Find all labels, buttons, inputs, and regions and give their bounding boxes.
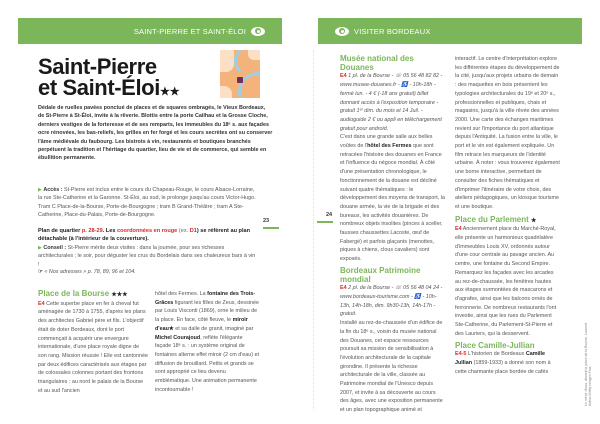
chapter-header-right (318, 18, 582, 44)
tip-info: ▶ Conseil : St-Pierre mérite deux visites : dans la journée, pour ses richesses architecturales ; le soir, pour déguster les crus du Bordelais dans ses chaleureux bars à vin ! (38, 245, 256, 268)
map-ref: E4 (340, 73, 347, 80)
right-page (300, 0, 600, 424)
section-title-bourse: Place de la Bourse ★★★ (38, 289, 128, 298)
section-title-patrimoine: Bordeaux Patrimoine mondial (340, 265, 421, 284)
map-ref: E4-5 (455, 351, 467, 358)
section-title-parlement: Place du Parlement ★ (455, 214, 537, 224)
section-title-douanes: Musée national des Douanes (340, 54, 414, 72)
left-page (0, 0, 290, 424)
photo-caption: Le miroir d'eau, devant la place de la Bourse. Laurent Astruc/Getty Images Plus (584, 323, 592, 406)
right-column-2: interactif. Le centre d'interprétation explore les différentes étapes du développement de la cité, jusqu'aux projets urbains de demain : des maquettes en bois présentent les typologies architecturales du 19ᵉ et 20ᵉ s., professionnelles et publiques, chais et magasins, jusqu'à la ville rêvée des années 2000. Une carte des échanges maritimes revient sur l'importance du port atlantique depuis l'Antiquité. La fusion entre la ville, le port et le vin est également expliquée. Un film retrace les marqueurs de l'identité urbaine. À noter : vous trouverez également une borne interactive, permettant de consulter des fiches thématiques et d'imprimer l'itinéraire de votre choix, des ateliers pédagogiques, un kiosque tourisme et une boutique. Place du Parlement ★ E4 Anciennement place du Marché-Royal, elle présente un harmonieux quadrilatère d'immeubles Louis XV, ordonnés autour d'une cour centrale au pavage ancien. Au centre, une fontaine du Second Empire. Remarquez les façades avec les arcades au rez-de-chaussée, les fenêtres hautes aux étages surmontées de mascarons et d'agrafes, ainsi que les balcons ornés de ferronnerie. De nombreux restaurants l'ont investie, ainsi que les rues du Parlement Ste-Catherine, du Parlement-St-Pierre et des Lauriers, qui la desservent. Place Camille-Jullian E4-5 L'historien de Bordeaux Camille Jullian (1859-1933) a donné son nom à cette charmante place bordée de cafés (455, 56, 560, 375)
chapter-header-left (18, 18, 282, 44)
page-gutter (290, 0, 300, 424)
bourse-col-1: Place de la Bourse ★★★ E4 Cette superbe place en fer à cheval fut aménagée de 1730 à 1755, d'après les plans des architectes Gabriel père et fils. L'objectif était de doter Bordeaux, dont le port commençait à acquérir une envergure internationale, d'une place royale digne de son rang. Mission réussie ! Elle est cantonnée par deux édifices caractérisés aux étages par de colossales colonnes portant des frontons triangulaires : au nord le palais de la Bourse et au sud l'ancien (38, 289, 148, 394)
map-ref: E4 (38, 300, 45, 307)
district-locator-map (220, 50, 260, 98)
page-number-bar (317, 221, 333, 223)
page-number-bar (263, 227, 279, 229)
title-line-2: et Saint-Éloi (38, 75, 160, 100)
eye-icon (335, 27, 349, 36)
bourse-col-2: hôtel des Fermes. La fontaine des Trois-Grâces figurant les filles de Zeus, dessinée par Louis Visconti (1869), orne le milieu de la place. En face, côté fleuve, le miroir d'eau★ et sa dalle de granit, imaginé par Michel Courajoud, reflète l'élégante façade 18ᵉ s. : un système original de fontaines alterne effet miroir (2 cm d'eau) et diffusion de brouillard. Petits et grands se sont approprié ce lieu devenu emblématique. Une animation permanente incontournable ! (155, 291, 260, 393)
title-line-1: Saint-Pierre (38, 54, 157, 79)
arrow-icon: ▶ (38, 187, 42, 193)
rating-stars: ★★ (159, 86, 180, 98)
intro-paragraph: Dédale de ruelles pavées ponctué de places et de squares ombragés, le Vieux Bordeaux, de St-Pierre à St-Éloi, invite à la rêverie. Blottis entre la porte Cailhau et la Grosse Cloche, derniers vestiges de la forteresse et de ses remparts, les immeubles du 18ᵉ s. aux façades ocre rénovées, les bas-reliefs, les grilles en fer forgé et les cours secrètes ont su conserver l'âme médiévale du faubourg. Les bistrots à vin, restaurants et boutiques branchés perpétuent la tradition et l'héritage du quartier, lieu de vie et de commerce, qui semble en ébullition permanente. (38, 105, 273, 162)
chapter-header-label: VISITER BORDEAUX (354, 26, 431, 36)
page-title (38, 56, 180, 103)
page-number: 23 (263, 218, 270, 224)
plan-pages-link[interactable]: p. 28-29 (81, 228, 103, 234)
district-marker (237, 77, 243, 83)
see-also-icon: ☞ (38, 269, 43, 275)
douanes-column: Musée national des Douanes E4 1 pl. de la Bourse - ☏ 05 56 48 82 82 - www.musee-douanes.fr - ♿ - 10h-18h - fermé lun. - 4 € (-18 ans gratuit) billet donnant accès à l'exposition temporaire - gratuit 1ᵉʳ dim. du mois et 14 Juil. - audioguide 2 € ou appli en téléchargement gratuit pour android. C'est dans une grande salle aux belles voûtes de l'hôtel des Fermes que sont retracées l'histoire des douanes en France et l'influence du négoce mondial. À côté d'une présentation chronologique, le fonctionnement de la douane est décliné suivant quatre thématiques : le développement des moyens de transport, la douane armée, la vie de la brigade et des bureaux, les activités douanières. De nombreux objets insolites (pinces à sceller, fausses chaussettes Lacoste, œuf de Fabergé) et parfois glaçants (menottes, piques à chiens, clous cavaliers) sont exposés. Bordeaux Patrimoine mondial E4 2 pl. de la Bourse - ☏ 05 56 48 04 24 - www.bordeaux-tourisme.com - ♿ - 10h-13h, 14h-18h, dim. 9h30-13h, 14h-17h - gratuit. Installé au rez-de-chaussée d'un édifice de la fin du 18ᵉ s., voisin du musée national des Douanes, cet espace ressources poursuit sa mission de sensibilisation à l'évolution architecturale de la capitale girondine. Il présente la richesse architecturale de la ville, classée au Patrimoine mondial de l'Unesco depuis 2007, et invite à sa découverte au cours des âges, avec une exposition permanente et un plan topographique animé et (340, 54, 445, 414)
map-ref: E4 (455, 226, 462, 233)
arrow-icon: ▶ (38, 245, 42, 251)
section-title-jullian: Place Camille-Jullian (455, 340, 535, 350)
margin-rule (313, 50, 314, 410)
see-also-addresses: ☞ « Nos adresses » p. 78, 89, 96 et 104. (38, 269, 136, 275)
eye-icon (251, 27, 265, 36)
map-ref: E4 (340, 285, 347, 292)
access-info: ▶ Accès : St-Pierre est inclus entre le cours du Chapeau-Rouge, le cours Alsace-Lorraine, la rue Ste-Catherine et la Garonne. St-Éloi, au sud, le prolonge jusqu'au cours Victor-Hugo. Tram C Place-de-la-Bourse, Porte-de-Bourgogne ; tram B Grand-Théâtre ; tram A Ste-Catherine, Place-du-Palais, Porte-de-Bourgogne. (38, 187, 256, 219)
chapter-header-label: SAINT-PIERRE ET SAINT-ÉLOI (133, 26, 246, 36)
page-number: 24 (326, 212, 333, 218)
plan-reference: Plan de quartier p. 28-29. Les coordonnées en rouge (ex. D1) se réfèrent au plan détachable (à l'intérieur de la couverture). (38, 228, 251, 243)
